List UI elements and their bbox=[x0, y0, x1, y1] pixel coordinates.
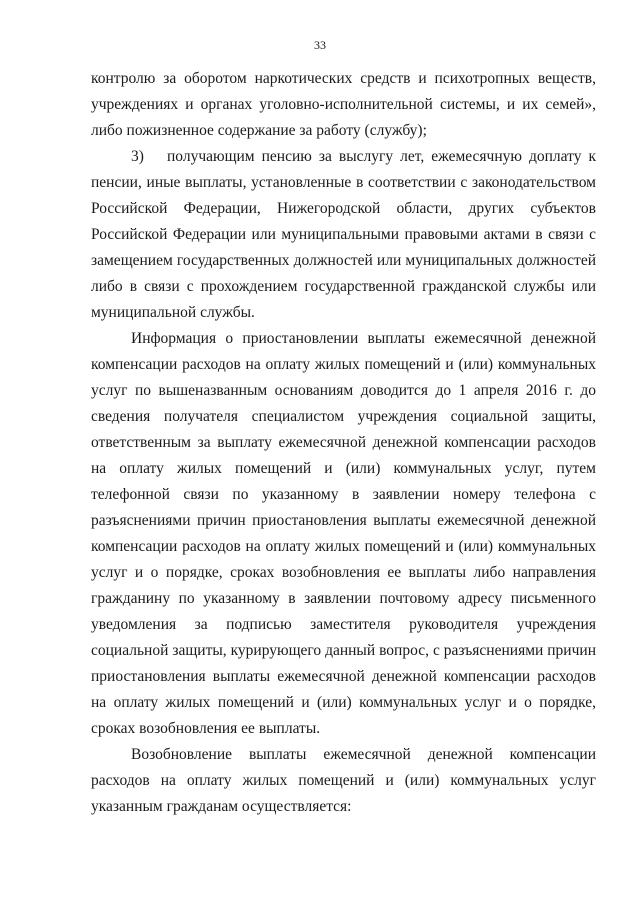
list-item-3 bbox=[91, 144, 596, 326]
document-body bbox=[91, 66, 596, 820]
paragraph-information: Информация о приостановлении выплаты ежемесячной денежной компенсации расходов на оплату жилых помещений и (или) коммунальных услуг по вышеназванным основаниям доводится до 1 апреля 2016 г. до сведения получателя специалистом учреждения социальной защиты, ответственным за выплату ежемесячной денежной компенсации расходов на оплату жилых помещений и (или) коммунальных услуг, путем телефонной связи по указанному в заявлении номеру телефона с разъяснениями причин приостановления выплаты ежемесячной денежной компенсации расходов на оплату жилых помещений и (или) коммунальных услуг и о порядке, сроках возобновления ее выплаты либо направления гражданину по указанному в заявлении почтовому адресу письменного уведомления за подписью заместителя руководителя учреждения социальной защиты, курирующего данный вопрос, с разъяснениями причин приостановления выплаты ежемесячной денежной компенсации расходов на оплату жилых помещений и (или) коммунальных услуг и о порядке, сроках возобновления ее выплаты. bbox=[91, 330, 596, 737]
list-item-text: получающим пенсию за выслугу лет, ежемесячную доплату к пенсии, иные выплаты, установленные в соответствии с законодательством Российской Федерации, Нижегородской области, других субъектов Российской Федерации или муниципальными правовыми актами в связи с замещением государственных должностей или муниципальных должностей либо в связи с прохождением государственной гражданской службы или муниципальной службы. bbox=[91, 148, 596, 321]
paragraph-resumption: Возобновление выплаты ежемесячной денежной компенсации расходов на оплату жилых помещений и (или) коммунальных услуг указанным гражданам осуществляется: bbox=[91, 746, 596, 815]
page-number: 33 bbox=[314, 38, 326, 52]
paragraph-continuation: контролю за оборотом наркотических средств и психотропных веществ, учреждениях и органах уголовно-исполнительной системы, и их семей», либо пожизненное содержание за работу (службу); bbox=[91, 70, 596, 139]
list-item-number: 3) bbox=[131, 148, 144, 165]
